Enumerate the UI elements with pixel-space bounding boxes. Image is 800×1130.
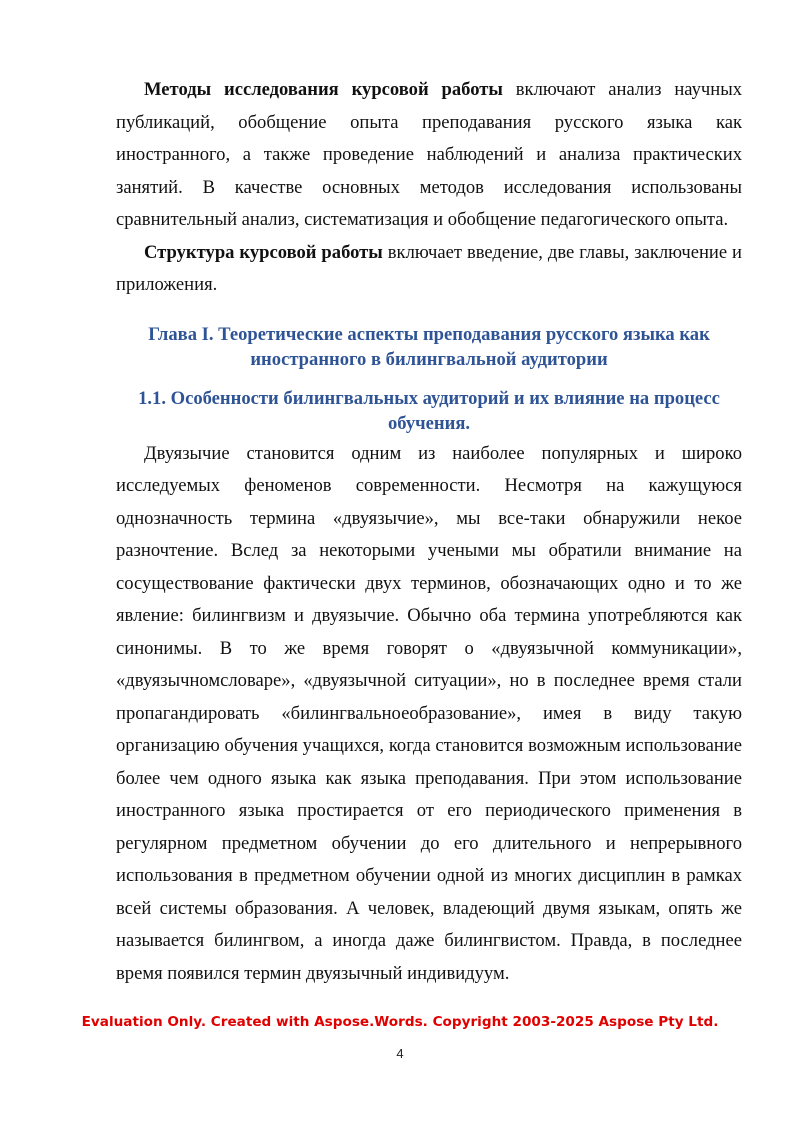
structure-paragraph bbox=[116, 237, 742, 302]
chapter-heading-line2: иностранного в билингвальной аудитории bbox=[250, 348, 608, 370]
methods-paragraph bbox=[116, 74, 742, 237]
page-number: 4 bbox=[396, 1046, 404, 1061]
section-heading-line2: обучения. bbox=[387, 412, 471, 434]
bilingualism-paragraph: Двуязычие становится одним из наиболее популярных и широко исследуемых феноменов современности. Несмотря на кажущуюся однозначность термина «двуязычие», мы все-таки обнаружили некое разночтение. Вслед за некоторыми учеными мы обратили внимание на сосуществование фактически двух терминов, обозначающих одно и то же явление: билингвизм и двуязычие. Обычно оба термина употребляются как синонимы. В то же время говорят о «двуязычной коммуникации», «двуязычномсловаре», «двуязычной ситуации», но в последнее время стали пропагандировать «билингвальноеобразование», имея в виду такую организацию обучения учащихся, когда становится возможным использование более чем одного языка как языка преподавания. При этом использование иностранного языка простирается от его периодического применения в регулярном предметном обучении до его длительного и непрерывного использования в предметном обучении одной из многих дисциплин в рамках всей системы образования. А человек, владеющий двумя языкам, опять же называется билингвом, а иногда даже билингвистом. Правда, в последнее время появился термин двуязычный индивидуум. bbox=[116, 442, 742, 984]
document-page bbox=[116, 74, 742, 990]
methods-lead: Методы исследования курсовой работы bbox=[144, 79, 503, 100]
section-heading bbox=[116, 386, 742, 436]
section-heading-line1: 1.1. Особенности билингвальных аудиторий и их влияние на процесс bbox=[138, 387, 720, 409]
structure-lead: Структура курсовой работы bbox=[144, 241, 383, 263]
methods-text: включают анализ научных публикаций, обобщение опыта преподавания русского языка как иностранного, а также проведение наблюдений и анализа практических занятий. В качестве основных методов исследования использованы сравнительный анализ, систематизация и обобщение педагогического опыта. bbox=[116, 79, 742, 230]
evaluation-watermark: Evaluation Only. Created with Aspose.Words. Copyright 2003-2025 Aspose Pty Ltd. bbox=[81, 1014, 719, 1030]
chapter-heading bbox=[116, 322, 742, 372]
chapter-heading-line1: Глава I. Теоретические аспекты преподавания русского языка как bbox=[148, 323, 710, 345]
structure-text: включает введение, две главы, заключение и приложения. bbox=[116, 241, 742, 295]
